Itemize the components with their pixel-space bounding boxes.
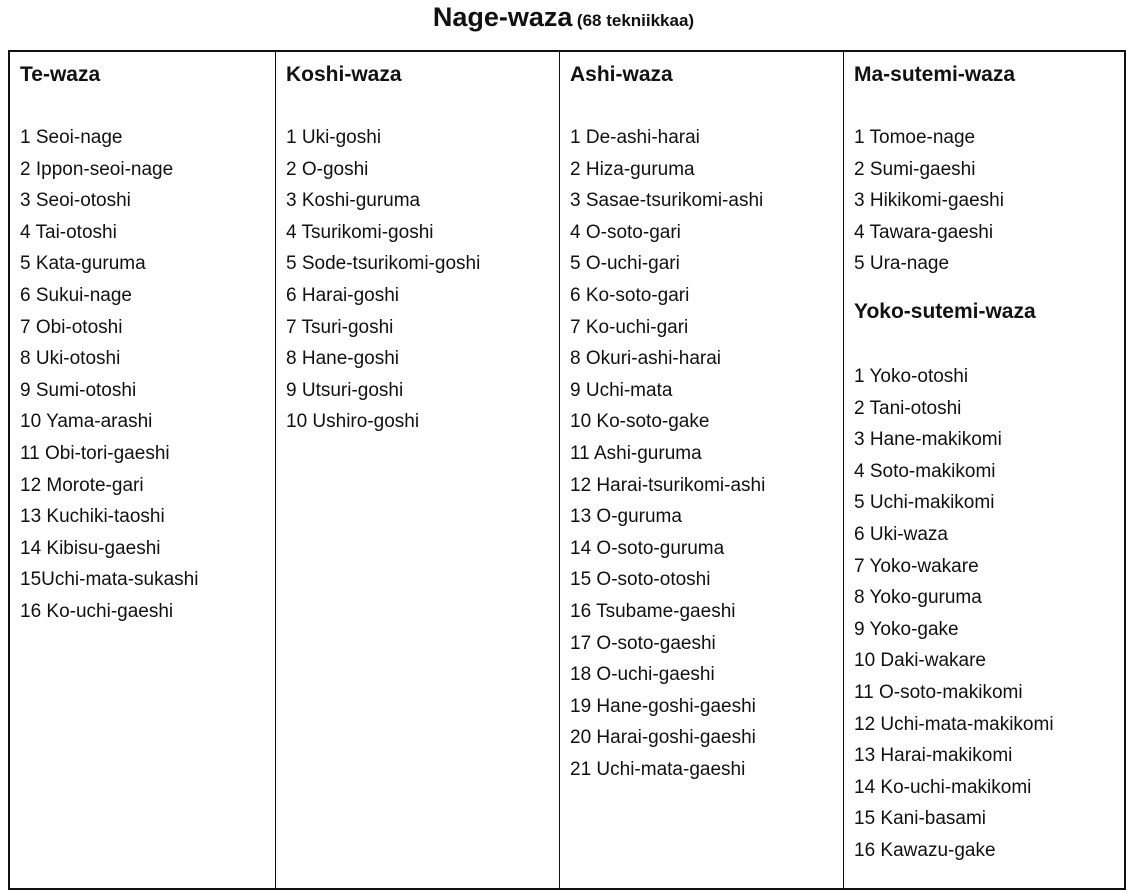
technique-item: 8 Hane-goshi xyxy=(286,348,400,370)
technique-item: 13 Harai-makikomi xyxy=(854,745,1013,767)
technique-item: 13 O-guruma xyxy=(570,506,682,528)
technique-item: 1 Yoko-otoshi xyxy=(854,365,969,387)
technique-item: 6 Uki-waza xyxy=(854,523,948,545)
technique-item: 10 Ko-soto-gake xyxy=(570,411,710,433)
column-heading: Ashi-waza xyxy=(570,63,673,86)
technique-item: 6 Ko-soto-gari xyxy=(570,284,690,306)
technique-item: 16 Ko-uchi-gaeshi xyxy=(20,600,174,622)
technique-item: 15 O-soto-otoshi xyxy=(570,569,711,591)
title-subtitle: (68 tekniikkaa) xyxy=(576,11,695,30)
technique-item: 10 Ushiro-goshi xyxy=(286,411,420,433)
technique-item: 15Uchi-mata-sukashi xyxy=(20,569,199,591)
technique-item: 5 Kata-guruma xyxy=(20,253,146,275)
column-koshi-waza xyxy=(276,52,560,888)
column-heading: Koshi-waza xyxy=(286,63,402,86)
technique-item: 1 De-ashi-harai xyxy=(570,127,700,148)
column-heading: Ma-sutemi-waza xyxy=(854,63,1016,86)
technique-table xyxy=(8,50,1126,890)
technique-item: 8 Okuri-ashi-harai xyxy=(570,348,721,370)
technique-item: 4 Soto-makikomi xyxy=(854,460,996,482)
technique-item: 3 Sasae-tsurikomi-ashi xyxy=(570,190,764,212)
technique-list xyxy=(854,122,1124,280)
technique-item: 15 Kani-basami xyxy=(854,808,987,830)
technique-item: 5 O-uchi-gari xyxy=(570,253,680,275)
title-main: Nage-waza xyxy=(432,2,573,32)
technique-item: 7 Yoko-wakare xyxy=(854,555,979,577)
technique-item: 1 Uki-goshi xyxy=(286,127,382,148)
technique-item: 9 Yoko-gake xyxy=(854,618,959,640)
technique-item: 12 Harai-tsurikomi-ashi xyxy=(570,474,766,496)
technique-item: 5 Uchi-makikomi xyxy=(854,492,995,514)
technique-item: 11 O-soto-makikomi xyxy=(854,681,1023,703)
technique-item: 1 Seoi-nage xyxy=(20,127,123,148)
technique-item: 4 O-soto-gari xyxy=(570,221,681,243)
technique-item: 2 Sumi-gaeshi xyxy=(854,158,976,180)
technique-item: 3 Koshi-guruma xyxy=(286,190,421,212)
column-sutemi-waza xyxy=(844,52,1124,888)
technique-item: 8 Uki-otoshi xyxy=(20,348,121,370)
column-heading: Te-waza xyxy=(20,63,101,86)
technique-item: 5 Ura-nage xyxy=(854,253,950,275)
technique-list xyxy=(20,122,275,628)
technique-item: 11 Ashi-guruma xyxy=(570,442,702,464)
technique-item: 18 O-uchi-gaeshi xyxy=(570,664,715,686)
technique-item: 12 Uchi-mata-makikomi xyxy=(854,713,1054,735)
technique-item: 9 Utsuri-goshi xyxy=(286,379,404,401)
column-subheading: Yoko-sutemi-waza xyxy=(854,299,1036,323)
technique-item: 3 Hikikomi-gaeshi xyxy=(854,190,1004,212)
technique-item: 12 Morote-gari xyxy=(20,474,144,496)
technique-item: 6 Sukui-nage xyxy=(20,284,132,306)
technique-item: 5 Sode-tsurikomi-goshi xyxy=(286,253,481,275)
technique-item: 13 Kuchiki-taoshi xyxy=(20,506,165,528)
technique-item: 9 Sumi-otoshi xyxy=(20,379,137,401)
technique-item: 1 Tomoe-nage xyxy=(854,127,976,148)
technique-item: 2 Tani-otoshi xyxy=(854,397,962,419)
technique-list xyxy=(854,361,1124,867)
technique-item: 7 Ko-uchi-gari xyxy=(570,316,689,338)
technique-item: 11 Obi-tori-gaeshi xyxy=(20,442,170,464)
technique-item: 3 Seoi-otoshi xyxy=(20,190,131,212)
technique-item: 16 Tsubame-gaeshi xyxy=(570,600,736,622)
technique-item: 17 O-soto-gaeshi xyxy=(570,632,716,654)
technique-item: 19 Hane-goshi-gaeshi xyxy=(570,695,756,717)
technique-item: 21 Uchi-mata-gaeshi xyxy=(570,758,746,780)
technique-item: 7 Tsuri-goshi xyxy=(286,316,394,338)
technique-item: 4 Tai-otoshi xyxy=(20,221,117,243)
technique-item: 2 Hiza-guruma xyxy=(570,158,695,180)
technique-item: 7 Obi-otoshi xyxy=(20,316,123,338)
technique-item: 8 Yoko-guruma xyxy=(854,587,982,609)
technique-item: 20 Harai-goshi-gaeshi xyxy=(570,727,756,749)
technique-item: 16 Kawazu-gake xyxy=(854,839,996,861)
technique-list xyxy=(286,122,559,438)
technique-item: 9 Uchi-mata xyxy=(570,379,673,401)
technique-item: 10 Daki-wakare xyxy=(854,650,986,672)
technique-item: 4 Tsurikomi-goshi xyxy=(286,221,434,243)
technique-item: 4 Tawara-gaeshi xyxy=(854,221,994,243)
technique-item: 10 Yama-arashi xyxy=(20,411,153,433)
technique-item: 2 Ippon-seoi-nage xyxy=(20,158,174,180)
technique-item: 14 Kibisu-gaeshi xyxy=(20,537,161,559)
technique-list xyxy=(570,122,843,785)
column-te-waza xyxy=(10,52,276,888)
technique-item: 6 Harai-goshi xyxy=(286,284,399,306)
technique-item: 14 Ko-uchi-makikomi xyxy=(854,776,1032,798)
technique-item: 2 O-goshi xyxy=(286,158,369,180)
column-ashi-waza xyxy=(560,52,844,888)
technique-item: 3 Hane-makikomi xyxy=(854,429,1002,451)
page-title xyxy=(0,2,1127,33)
technique-item: 14 O-soto-guruma xyxy=(570,537,725,559)
